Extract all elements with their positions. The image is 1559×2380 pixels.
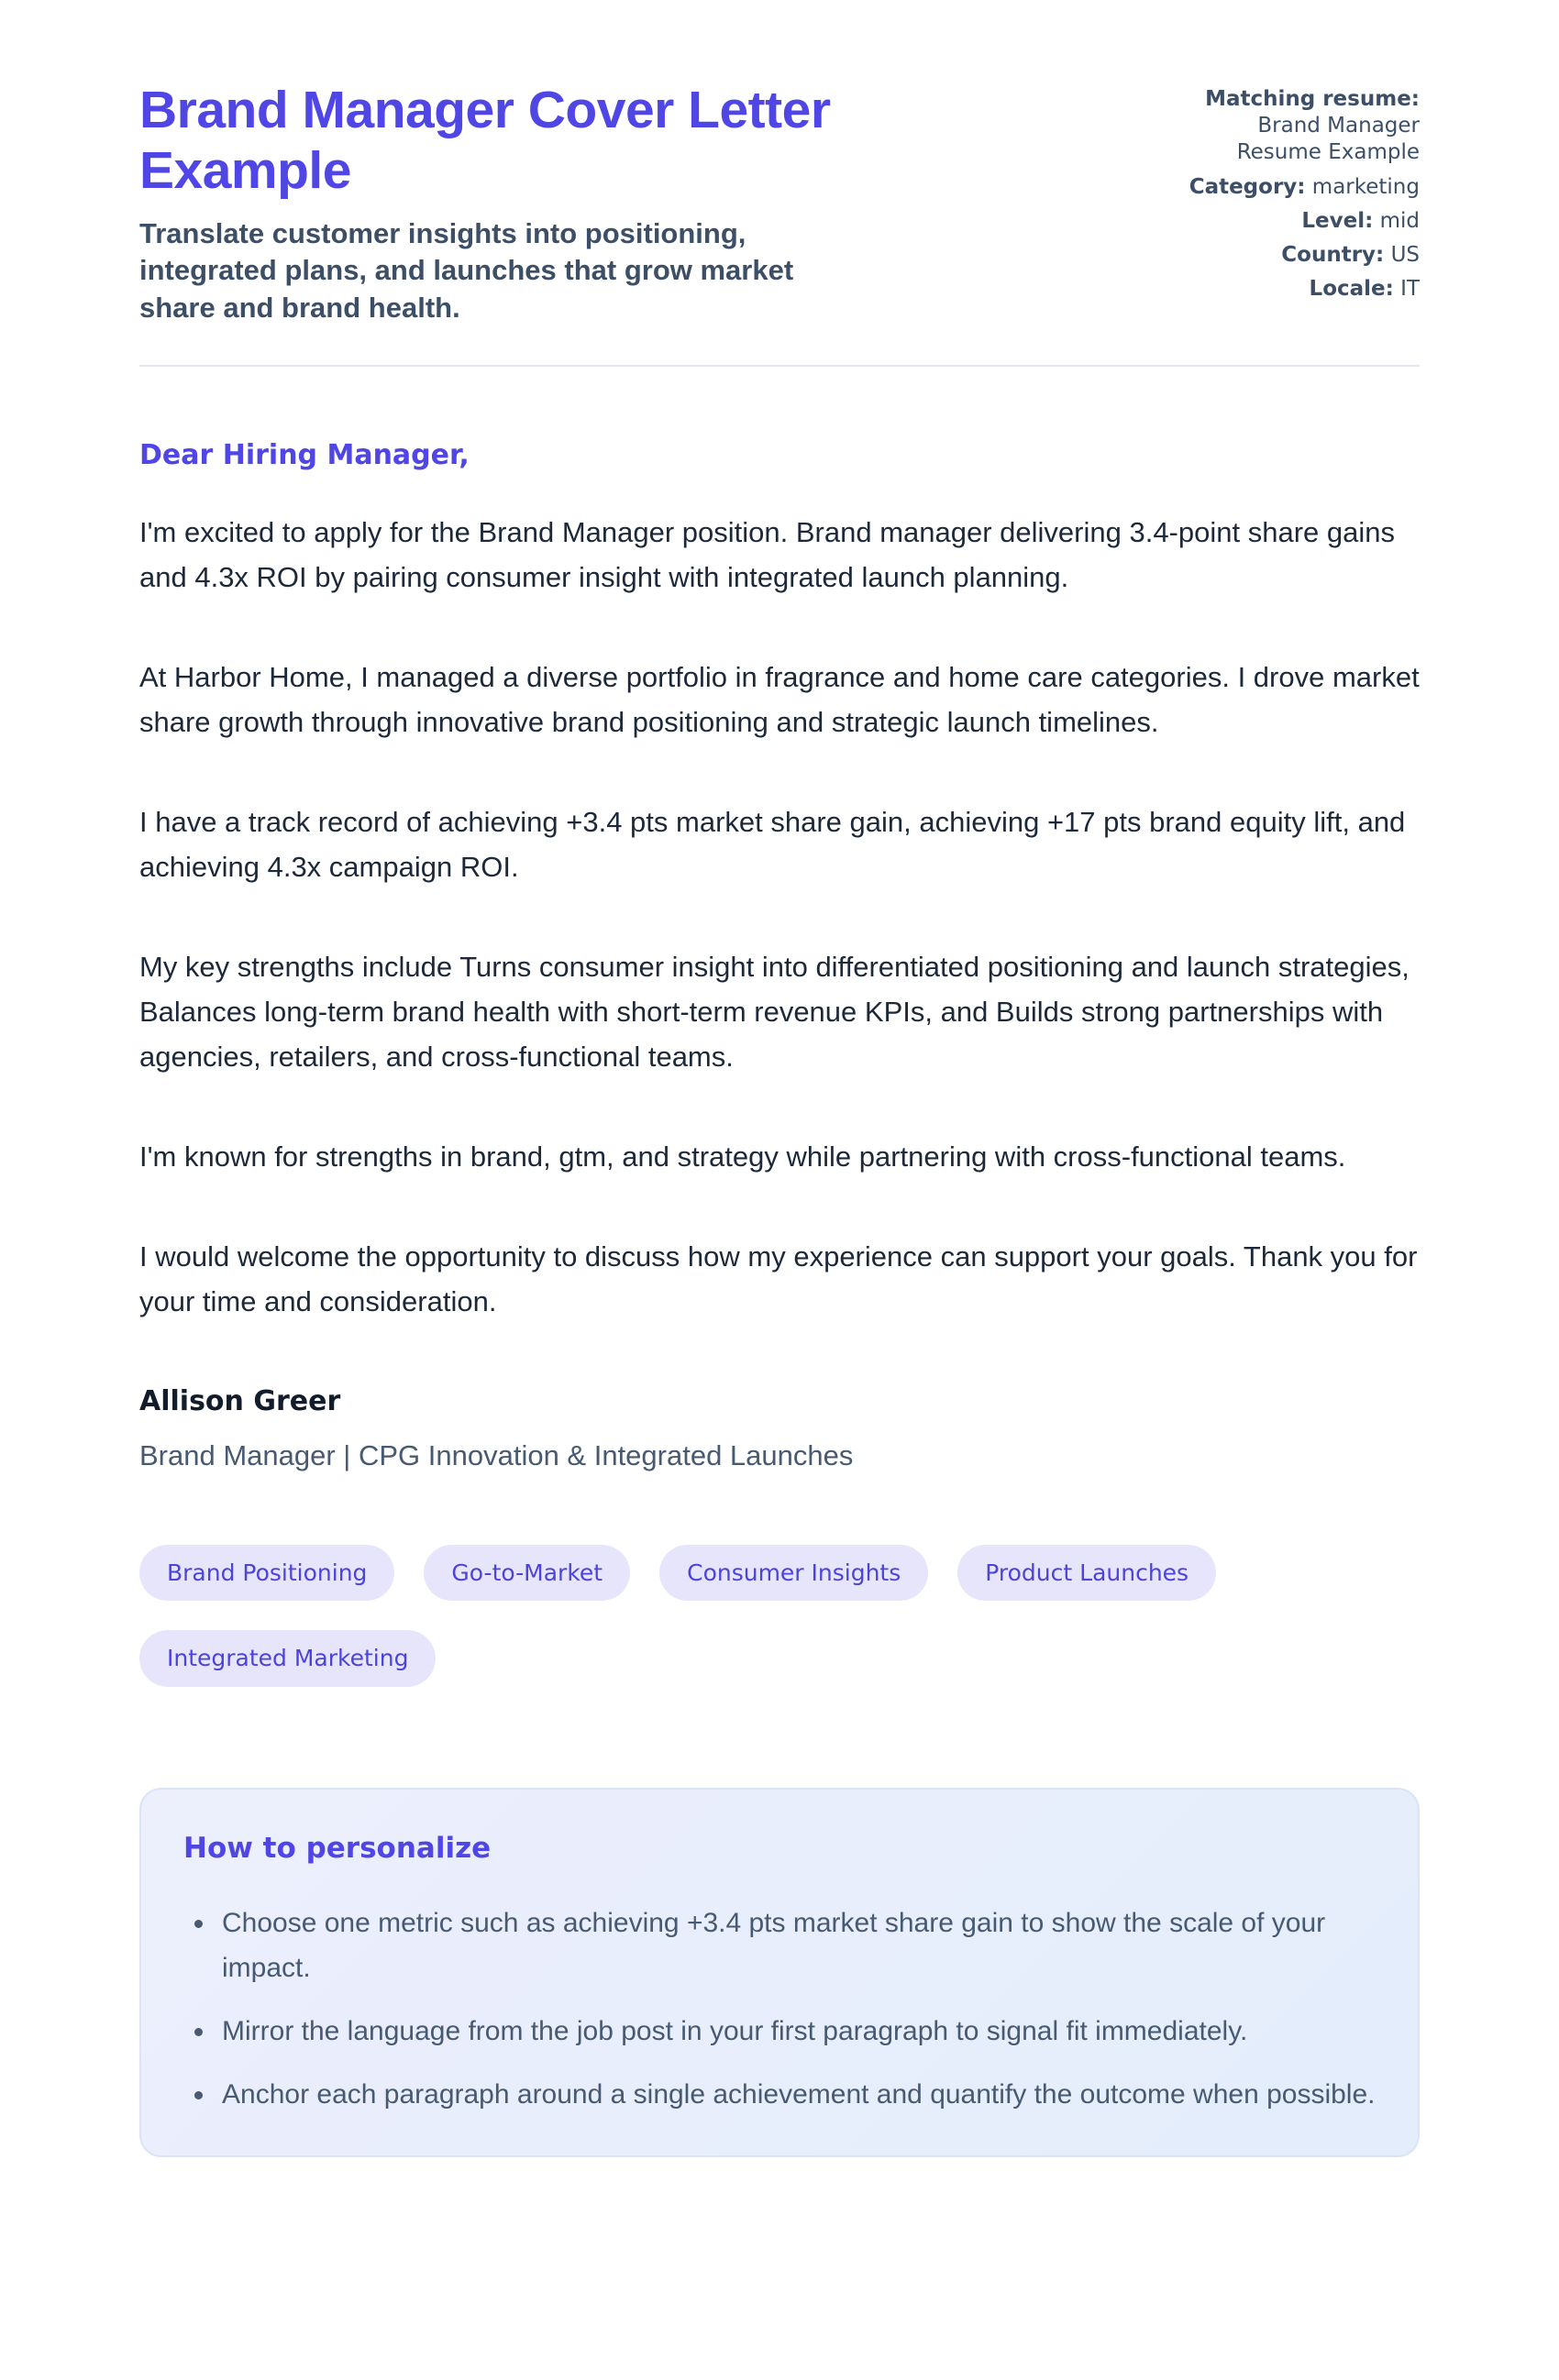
letter-salutation: Dear Hiring Manager,	[139, 438, 470, 471]
letter-paragraphs	[139, 510, 1420, 1324]
meta-row	[1185, 208, 1420, 235]
meta-row	[1185, 242, 1420, 269]
skill-tags	[139, 1545, 1420, 1687]
letter-paragraph: I would welcome the opportunity to discuss how my experience can support your goals. Thank you for your time and consideration.	[139, 1240, 1418, 1317]
meta-row	[1185, 86, 1420, 167]
page-subtitle: Translate customer insights into positioning, integrated plans, and launches that grow market share and brand health.	[139, 217, 794, 324]
meta-value: IT	[1400, 277, 1420, 302]
skill-tag-badge: Product Launches	[957, 1545, 1216, 1602]
personalize-tip-item: • Choose one metric such as achieving +3.4 pts market share gain to show the scale of your impact.	[216, 1901, 1376, 1990]
letter-paragraph: I'm excited to apply for the Brand Manager position. Brand manager delivering 3.4-point share gains and 4.3x ROI by pairing consumer insight with integrated launch planning.	[139, 515, 1395, 593]
page-header	[139, 81, 1420, 326]
letter-paragraph: I'm known for strengths in brand, gtm, and strategy while partnering with cross-functional teams.	[139, 1140, 1346, 1173]
skill-tag-badge: Integrated Marketing	[139, 1630, 436, 1687]
signature-title: Brand Manager | CPG Innovation & Integrated Launches	[139, 1438, 854, 1471]
page-title: Brand Manager Cover Letter Example	[139, 81, 831, 200]
meta-row	[1185, 174, 1420, 201]
meta-value: mid	[1379, 208, 1420, 233]
skill-tag-badge: Go-to-Market	[424, 1545, 630, 1602]
meta-label: Matching resume:	[1205, 87, 1420, 111]
meta-value: marketing	[1311, 174, 1420, 199]
personalize-tip-box	[139, 1788, 1420, 2157]
meta-value: US	[1390, 243, 1420, 268]
meta-label: Level:	[1301, 208, 1374, 233]
meta-value: Brand Manager Resume Example	[1236, 114, 1420, 165]
letter-paragraph: I have a track record of achieving +3.4 pts market share gain, achieving +17 pts brand equity lift, and achieving 4.3x campaign ROI.	[139, 805, 1406, 883]
header-divider	[139, 365, 1420, 367]
meta-label: Country:	[1281, 243, 1385, 268]
meta-label: Locale:	[1309, 277, 1394, 302]
meta-label: Category:	[1189, 174, 1306, 199]
header-title-block	[139, 81, 1038, 326]
signature-name: Allison Greer	[139, 1384, 341, 1417]
resume-meta	[1185, 86, 1420, 303]
cover-letter-body	[139, 433, 1420, 1478]
personalize-tip-item: • Mirror the language from the job post in your first paragraph to signal fit immediately.	[216, 2009, 1376, 2054]
letter-paragraph: My key strengths include Turns consumer insight into differentiated positioning and launch strategies, Balances long-term brand health with short-term revenue KPIs, and Builds strong partnerships with agencies, retailers, and cross-functional teams.	[139, 950, 1410, 1073]
page-container	[139, 0, 1420, 2157]
letter-paragraph: At Harbor Home, I managed a diverse portfolio in fragrance and home care categories. I drove market share growth through innovative brand positioning and strategic launch timelines.	[139, 660, 1420, 738]
skill-tag-badge: Brand Positioning	[139, 1545, 394, 1602]
skill-tag-badge: Consumer Insights	[659, 1545, 928, 1602]
personalize-tip-list	[183, 1901, 1376, 2117]
personalize-tip-item: • Anchor each paragraph around a single achievement and quantify the outcome when possible.	[216, 2072, 1376, 2117]
meta-row	[1185, 276, 1420, 303]
personalize-title: How to personalize	[183, 1831, 492, 1865]
